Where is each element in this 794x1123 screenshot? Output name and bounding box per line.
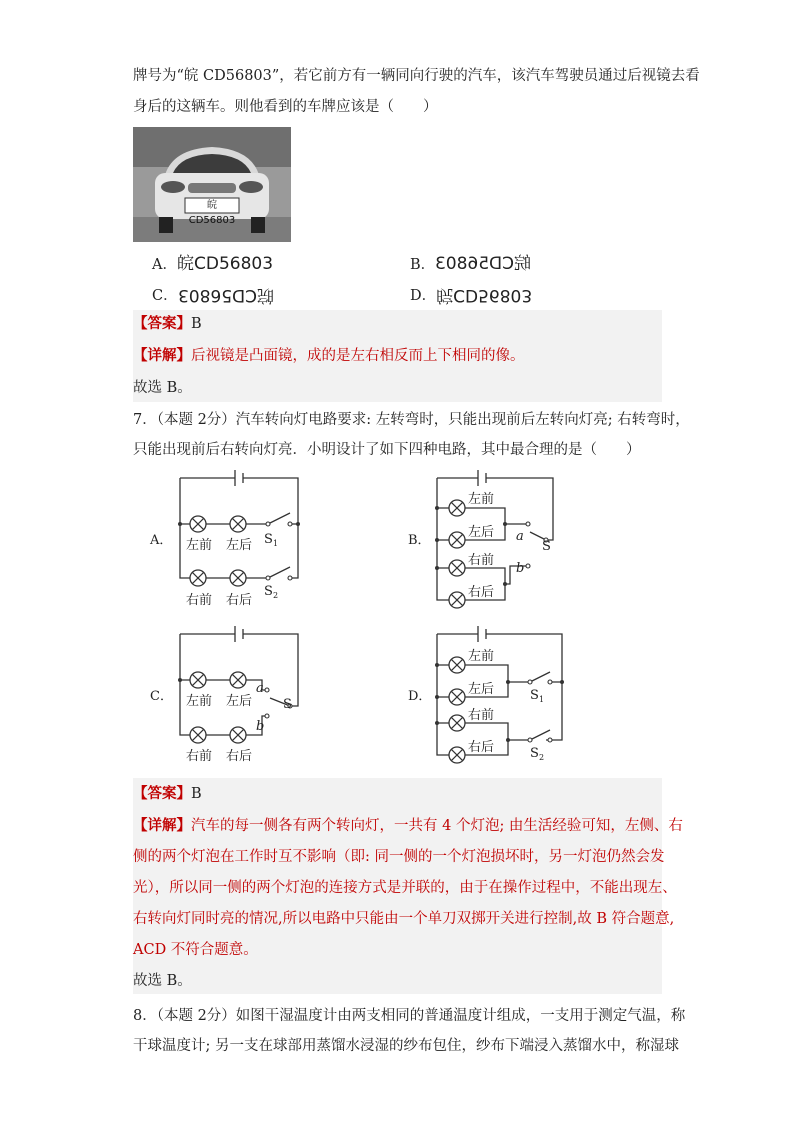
answer-tag: 【答案】 xyxy=(133,785,191,802)
circuit-c-contact-a: a xyxy=(256,681,264,696)
option-d-plate: 皖CD56803 xyxy=(436,285,533,305)
circuit-a-lamp-left-front: 左前 xyxy=(186,538,213,553)
circuit-a-label: A． xyxy=(150,533,173,548)
circuit-b-lamp-right-front: 右前 xyxy=(468,553,495,568)
circuit-c-lamp-right-front: 右前 xyxy=(186,749,213,764)
circuit-d-lamp-right-rear: 右后 xyxy=(468,740,495,755)
circuit-d-switch-1-sub: 1 xyxy=(539,695,545,704)
circuit-d-lamp-right-front: 右前 xyxy=(468,708,495,723)
option-a-label: A． xyxy=(152,257,177,273)
circuit-b-lamp-left-rear: 左后 xyxy=(468,525,495,540)
q6-text-line-1: 牌号为“皖 CD56803”，若它前方有一辆同向行驶的汽车，该汽车驾驶员通过后视镜去看 xyxy=(133,68,700,84)
option-a-plate: 皖CD56803 xyxy=(176,254,274,274)
circuit-a-switch-2: S xyxy=(264,584,273,599)
q7-detail-line-4: 右转向灯同时亮的情况,所以电路中只能由一个单刀双掷开关进行控制,故 B 符合题意, xyxy=(133,911,675,927)
circuit-d-label: D． xyxy=(408,689,432,704)
license-plate: 皖CD56803 xyxy=(188,200,236,226)
circuit-c-lamp-right-rear: 右后 xyxy=(226,749,253,764)
q7-answer-line xyxy=(133,784,202,804)
q7-detail-line-5: ACD 不符合题意。 xyxy=(133,942,258,958)
circuit-b-lamp-right-rear: 右后 xyxy=(468,585,495,600)
circuit-c-switch: S xyxy=(283,697,292,712)
circuit-a-lamp-right-rear: 右后 xyxy=(226,593,253,608)
circuit-d-lamp-left-rear: 左后 xyxy=(468,682,495,697)
option-c-label: C． xyxy=(152,288,178,304)
circuit-d-switch-2: S xyxy=(530,746,539,761)
option-b-label: B． xyxy=(410,257,436,273)
q7-detail-line-1 xyxy=(133,816,683,836)
detail-text: 汽车的每一侧各有两个转向灯，一共有 4 个灯泡; 由生活经验可知，左侧、右 xyxy=(191,818,683,834)
q7-text-line-1: 7．（本题 2分）汽车转向灯电路要求: 左转弯时，只能出现前后左转向灯亮; 右转弯时， xyxy=(133,412,690,428)
circuit-a-switch-1-sub: 1 xyxy=(273,539,279,548)
circuit-b-contact-a: a xyxy=(516,529,524,544)
q8-text-line-1: 8．（本题 2分）如图干湿温度计由两支相同的普通温度计组成，一支用于测定气温，称 xyxy=(133,1008,686,1024)
answer-value: B xyxy=(191,786,202,802)
circuit-b-lamp-left-front: 左前 xyxy=(468,492,495,507)
circuit-a-lamp-left-rear: 左后 xyxy=(226,538,253,553)
q7-detail-line-2: 侧的两个灯泡在工作时互不影响（即: 同一侧的一个灯泡损坏时，另一灯泡仍然会发 xyxy=(133,849,665,865)
option-b-plate: 皖CD56803 xyxy=(435,254,532,274)
q6-conclusion: 故选 B。 xyxy=(133,380,192,396)
q8-text-line-2: 干球温度计; 另一支在球部用蒸馏水浸湿的纱布包住，纱布下端浸入蒸馏水中，称湿球 xyxy=(133,1038,679,1054)
q7-conclusion: 故选 B。 xyxy=(133,973,192,989)
circuit-c-lamp-left-rear: 左后 xyxy=(226,694,253,709)
circuit-c-lamp-left-front: 左前 xyxy=(186,694,213,709)
circuit-b xyxy=(437,470,553,600)
circuit-b-label: B． xyxy=(408,533,431,548)
circuit-a-switch-1: S xyxy=(264,532,273,547)
circuit-d-switch-1: S xyxy=(530,688,539,703)
answer-value: B xyxy=(191,316,202,332)
q6-text-line-2: 身后的这辆车。则他看到的车牌应该是（ ） xyxy=(133,99,438,115)
circuit-b-contact-b: b xyxy=(516,561,525,576)
circuit-d-lamp-left-front: 左前 xyxy=(468,649,495,664)
circuit-b-switch: S xyxy=(542,539,551,554)
circuit-d-switch-2-sub: 2 xyxy=(539,753,545,762)
q7-text-line-2: 只能出现前后右转向灯亮．小明设计了如下四种电路，其中最合理的是（ ） xyxy=(133,442,641,458)
detail-text: 后视镜是凸面镜，成的是左右相反而上下相同的像。 xyxy=(191,348,525,364)
circuit-a-lamp-right-front: 右前 xyxy=(186,593,213,608)
q7-detail-line-3: 光），所以同一侧的两个灯泡的连接方式是并联的，由于在操作过程中，不能出现左、 xyxy=(133,880,677,896)
option-d-label: D． xyxy=(410,288,437,304)
answer-tag: 【答案】 xyxy=(133,315,191,332)
option-c-plate: 皖CD56803 xyxy=(177,285,274,305)
circuit-d xyxy=(437,626,562,755)
detail-tag: 【详解】 xyxy=(133,817,191,834)
circuit-c-label: C． xyxy=(150,689,173,704)
q7-answer-box xyxy=(133,778,683,994)
detail-tag: 【详解】 xyxy=(133,347,191,364)
circuit-c-contact-b: b xyxy=(256,719,265,734)
circuit-a-switch-2-sub: 2 xyxy=(273,591,279,600)
